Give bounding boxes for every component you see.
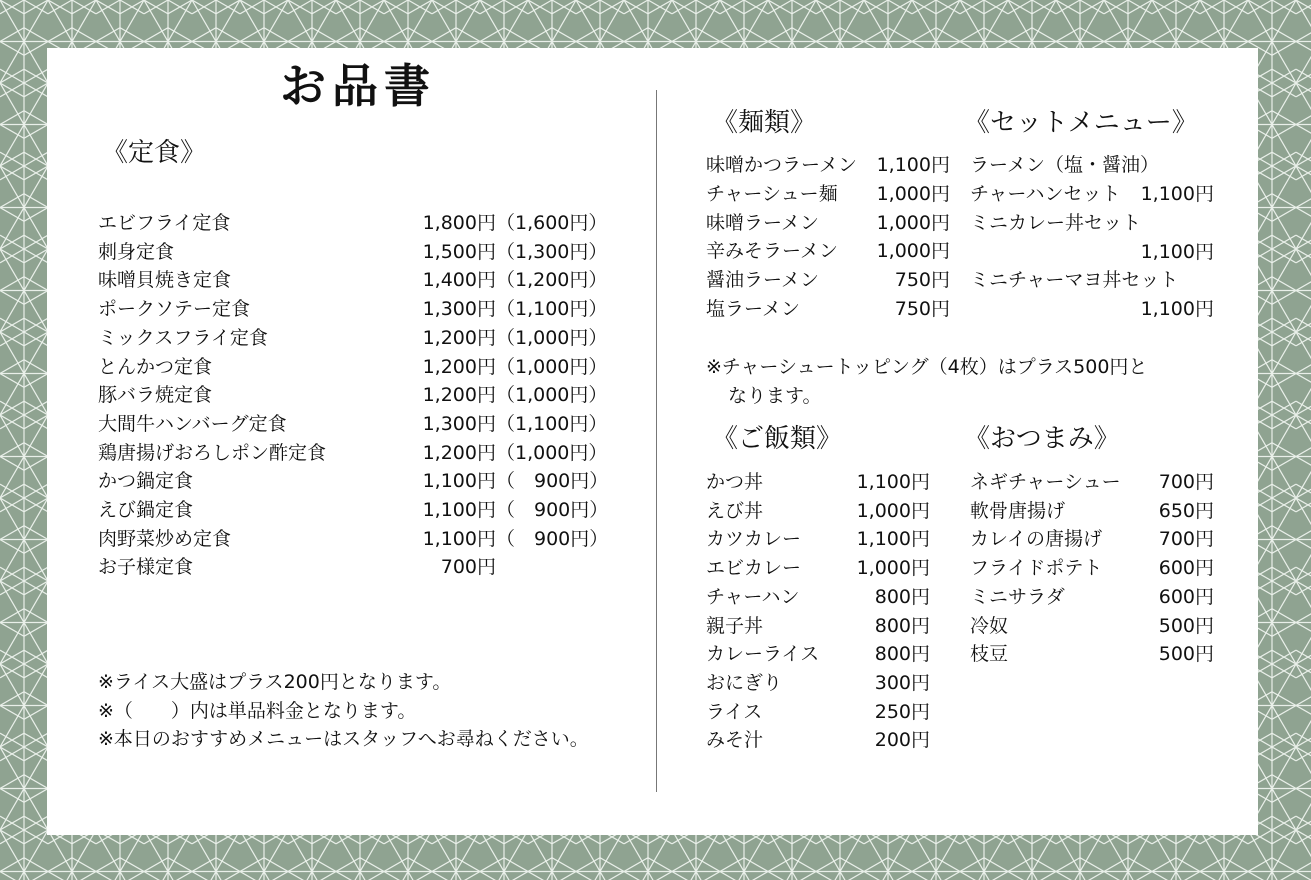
- gohan-item-name: カレーライス: [706, 643, 820, 666]
- gohan-item-name: ライス: [706, 700, 763, 723]
- teishoku-item-price: 1,200円: [422, 355, 496, 378]
- otsumami-item-price: 500円: [1158, 614, 1214, 637]
- teishoku-item-price: 700円: [440, 556, 496, 579]
- menrui-item-price: 750円: [894, 298, 950, 320]
- teishoku-item-name: 味噌貝焼き定食: [98, 269, 232, 292]
- teishoku-note: ※ライス大盛はプラス200円となります。: [98, 671, 452, 693]
- menrui-item-price: 1,000円: [876, 211, 950, 234]
- teishoku-item-name: えび鍋定食: [98, 499, 194, 521]
- teishoku-item-single-price: （1,200円）: [496, 269, 608, 292]
- gohan-heading: 《ご飯類》: [712, 424, 843, 454]
- menrui-note-line1: ※チャーシュートッピング（4枚）はプラス500円と: [706, 356, 1148, 378]
- otsumami-item-name: フライドポテト: [970, 557, 1103, 580]
- otsumami-item-name: ミニサラダ: [970, 585, 1065, 608]
- teishoku-item-single-price: （ 900円）: [496, 499, 609, 521]
- menrui-item-name: 味噌ラーメン: [706, 211, 820, 234]
- set-menu-curry-price: 1,100円: [1140, 241, 1214, 263]
- otsumami-item-price: 600円: [1158, 585, 1214, 608]
- teishoku-item-single-price: （1,000円）: [496, 355, 608, 378]
- gohan-item-price: 200円: [874, 729, 930, 752]
- teishoku-item-price: 1,200円: [422, 384, 496, 407]
- gohan-item-name: かつ丼: [706, 471, 764, 493]
- teishoku-item-price: 1,200円: [422, 326, 496, 349]
- gohan-item-name: カツカレー: [706, 528, 802, 551]
- gohan-item-price: 1,100円: [856, 471, 930, 493]
- teishoku-item-name: ミックスフライ定食: [98, 326, 268, 349]
- otsumami-item-name: 軟骨唐揚げ: [970, 499, 1066, 522]
- teishoku-item-price: 1,100円: [422, 499, 496, 521]
- teishoku-item-price: 1,300円: [422, 298, 496, 321]
- gohan-item-name: チャーハン: [706, 585, 800, 608]
- column-divider: [656, 90, 657, 792]
- gohan-item-price: 1,100円: [856, 528, 930, 551]
- gohan-item-price: 800円: [874, 585, 930, 608]
- otsumami-item-price: 700円: [1158, 471, 1214, 493]
- teishoku-item-name: 肉野菜炒め定食: [98, 527, 232, 550]
- set-menu-chahan-name: チャーハンセット: [970, 183, 1121, 205]
- teishoku-note: ※（ ）内は単品料金となります。: [98, 699, 417, 722]
- teishoku-item-name: 大間牛ハンバーグ定食: [98, 412, 287, 435]
- teishoku-item-price: 1,100円: [422, 470, 496, 493]
- teishoku-note: ※本日のおすすめメニューはスタッフへお尋ねください。: [98, 728, 589, 751]
- gohan-item-price: 1,000円: [856, 557, 930, 580]
- otsumami-heading: 《おつまみ》: [964, 424, 1120, 454]
- teishoku-item-name: エビフライ定食: [98, 212, 231, 234]
- set-menu-mayo-price: 1,100円: [1140, 298, 1214, 320]
- otsumami-item-name: カレイの唐揚げ: [970, 528, 1103, 551]
- gohan-item-name: 親子丼: [706, 614, 764, 637]
- teishoku-item-single-price: （ 900円）: [496, 470, 609, 493]
- menrui-item-name: 辛みそラーメン: [706, 240, 839, 263]
- otsumami-item-price: 500円: [1158, 643, 1214, 666]
- teishoku-item-price: 1,300円: [422, 412, 496, 435]
- teishoku-item-single-price: （1,300円）: [496, 240, 608, 263]
- set-menu-mayo-name: ミニチャーマヨ丼セット: [970, 269, 1179, 291]
- teishoku-item-price: 1,400円: [422, 269, 496, 292]
- otsumami-item-price: 600円: [1158, 557, 1214, 580]
- menrui-item-name: 塩ラーメン: [706, 298, 801, 320]
- teishoku-item-single-price: （ 900円）: [496, 527, 609, 550]
- teishoku-item-single-price: （1,000円）: [496, 441, 608, 464]
- menrui-item-name: 醤油ラーメン: [706, 269, 820, 292]
- menrui-note-line2: なります。: [728, 385, 822, 407]
- teishoku-item-single-price: （1,100円）: [496, 298, 608, 321]
- teishoku-item-name: ポークソテー定食: [98, 298, 251, 321]
- gohan-item-name: おにぎり: [706, 671, 783, 694]
- gohan-item-price: 800円: [874, 614, 930, 637]
- set-menu-line1: ラーメン（塩・醤油）: [970, 154, 1160, 176]
- gohan-item-price: 250円: [874, 700, 930, 723]
- set-menu-heading: 《セットメニュー》: [964, 108, 1198, 138]
- menrui-item-price: 750円: [894, 269, 950, 292]
- menrui-item-price: 1,000円: [876, 240, 950, 263]
- teishoku-item-name: 鶏唐揚げおろしポン酢定食: [98, 441, 327, 464]
- teishoku-item-price: 1,500円: [422, 240, 496, 263]
- teishoku-item-price: 1,100円: [422, 527, 496, 550]
- menrui-item-name: 味噌かつラーメン: [706, 154, 858, 176]
- menrui-item-price: 1,000円: [876, 182, 950, 205]
- teishoku-item-name: 豚バラ焼定食: [98, 384, 213, 407]
- menu-title: お品書: [280, 59, 436, 113]
- gohan-item-name: みそ汁: [706, 729, 764, 752]
- menrui-item-name: チャーシュー麺: [706, 182, 838, 205]
- otsumami-item-name: ネギチャーシュー: [970, 471, 1121, 493]
- teishoku-item-price: 1,800円: [422, 212, 496, 234]
- gohan-item-name: エビカレー: [706, 557, 802, 580]
- teishoku-item-single-price: （1,000円）: [496, 384, 608, 407]
- teishoku-item-name: お子様定食: [98, 556, 194, 579]
- teishoku-item-price: 1,200円: [422, 441, 496, 464]
- otsumami-item-price: 650円: [1158, 499, 1214, 522]
- teishoku-item-single-price: （1,600円）: [496, 212, 608, 234]
- teishoku-item-name: 刺身定食: [98, 240, 175, 263]
- teishoku-item-name: かつ鍋定食: [98, 470, 194, 493]
- set-menu-chahan-price: 1,100円: [1140, 183, 1214, 205]
- otsumami-item-name: 枝豆: [970, 643, 1009, 666]
- otsumami-item-name: 冷奴: [970, 614, 1009, 637]
- set-menu-curry-name: ミニカレー丼セット: [970, 212, 1142, 234]
- otsumami-item-price: 700円: [1158, 528, 1214, 551]
- teishoku-heading: 《定食》: [102, 138, 207, 168]
- teishoku-item-single-price: （1,100円）: [496, 412, 608, 435]
- menrui-item-price: 1,100円: [876, 154, 950, 176]
- gohan-item-price: 800円: [874, 643, 930, 666]
- teishoku-item-single-price: （1,000円）: [496, 326, 608, 349]
- gohan-item-price: 300円: [874, 671, 930, 694]
- gohan-item-name: えび丼: [706, 499, 764, 522]
- teishoku-item-name: とんかつ定食: [98, 355, 213, 378]
- gohan-item-price: 1,000円: [856, 499, 930, 522]
- menrui-heading: 《麺類》: [712, 108, 817, 138]
